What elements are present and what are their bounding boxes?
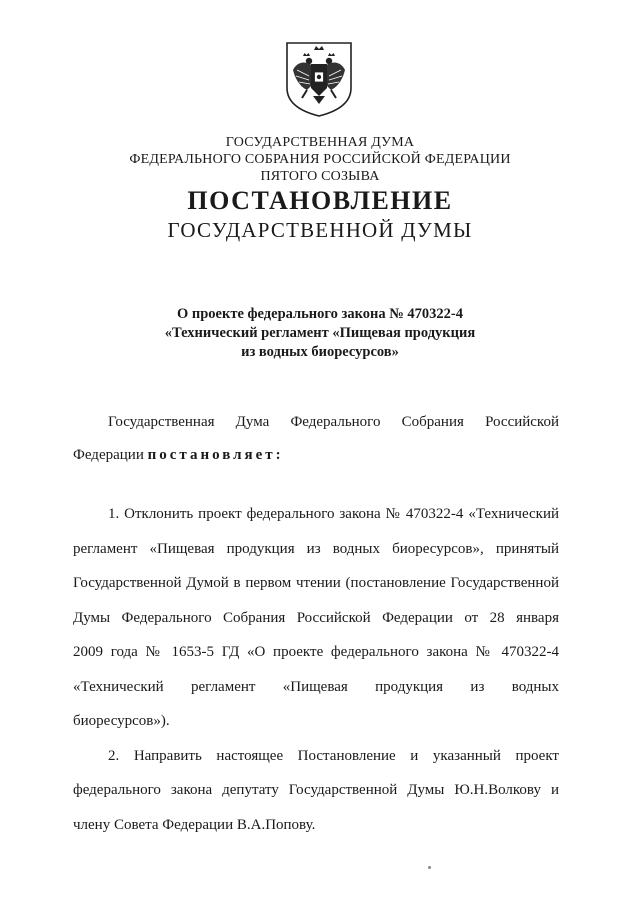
subject-block [0,305,640,362]
item1-line-4: Думы Федерального Собрания Российской Федерации от 28 января [73,610,559,626]
document-title: ПОСТАНОВЛЕНИЕ [187,186,453,215]
item1-line-7: биоресурсов»). [73,713,170,729]
item1-line-6: «Технический регламент «Пищевая продукция из водных [73,679,559,695]
issuer-line-3: ПЯТОГО СОЗЫВА [260,169,380,184]
state-emblem-icon [283,40,355,118]
preamble-line-2 [73,446,559,464]
item1-line-3: Государственной Думой в первом чтении (постановление Государственной [73,575,559,591]
subject-line-1: О проекте федерального закона № 470322-4 [176,306,464,322]
subject-line-2: «Технический регламент «Пищевая продукция [164,325,476,341]
issuer-block [0,134,640,185]
preamble-subject: Федерации [73,447,148,463]
resolves-word: постановляет: [147,447,284,463]
issuer-line-1: ГОСУДАРСТВЕННАЯ ДУМА [225,135,415,150]
item2-line-3: члену Совета Федерации В.А.Попову. [73,817,316,833]
preamble-line-1: Государственная Дума Федерального Собрания Российской [108,414,559,430]
item1-line-1: 1. Отклонить проект федерального закона № 470322-4 «Технический [108,506,559,522]
subject-line-3: из водных биоресурсов» [241,344,399,360]
document-subtitle: ГОСУДАРСТВЕННОЙ ДУМЫ [167,218,473,242]
item1-line-2: регламент «Пищевая продукция из водных биоресурсов», принятый [73,541,559,557]
item2-line-2: федерального закона депутату Государственной Думы Ю.Н.Волкову и [73,782,559,798]
item1-line-5: 2009 года № 1653-5 ГД «О проекте федерального закона № 470322-4 [73,644,559,660]
issuer-line-2: ФЕДЕРАЛЬНОГО СОБРАНИЯ РОССИЙСКОЙ ФЕДЕРАЦИИ [129,152,511,167]
scan-speck [428,866,431,869]
item2-line-1: 2. Направить настоящее Постановление и указанный проект [108,748,559,764]
